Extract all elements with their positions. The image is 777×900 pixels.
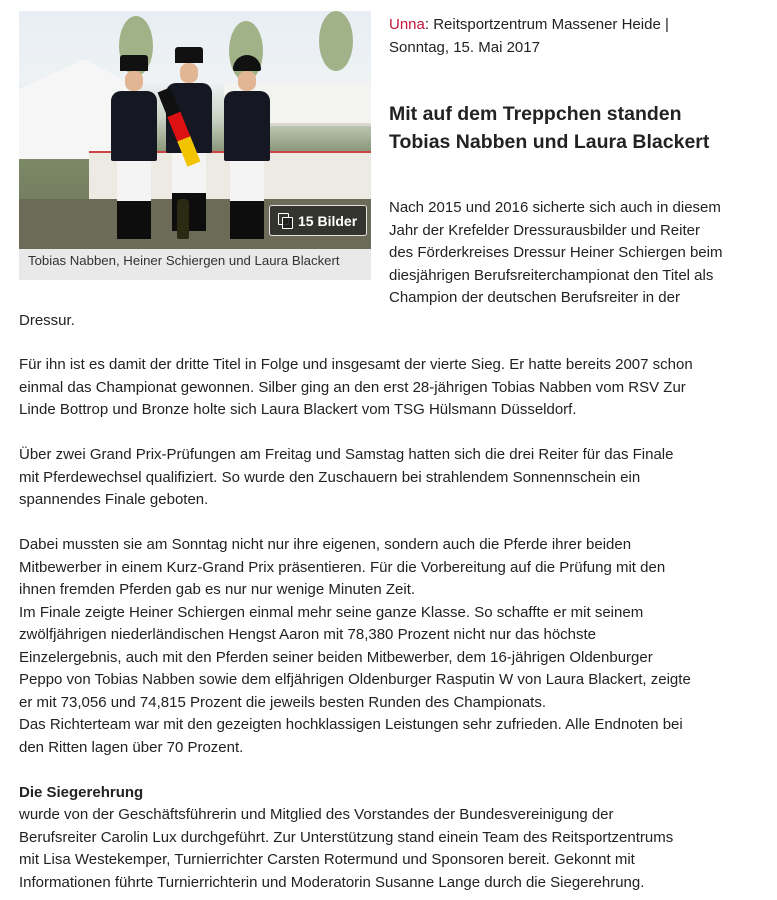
text-line: einmal das Championat gewonnen. Silber ging an den erst 28-jährigen Tobias Nabben vom RSV Zur <box>19 378 686 396</box>
body-paragraph <box>19 534 769 759</box>
text-line: diesjährigen Berufsreiterchampionat den Titel als <box>389 266 714 284</box>
city-label: Unna <box>389 16 425 33</box>
lead-continuation: Dressur. <box>19 312 75 329</box>
text-line: wurde von der Geschäftsführerin und Mitglied des Vorstandes der Bundesvereinigung der <box>19 806 614 823</box>
article-body <box>19 354 769 894</box>
article-meta <box>389 13 759 59</box>
text-line: Jahr der Krefelder Dressurausbilder und Reiter <box>389 221 700 239</box>
text-line: Einzelergebnis, auch mit den Pferden seiner beiden Mitbewerber, dem 16-jährigen Oldenburger <box>19 648 653 666</box>
body-paragraph <box>19 354 769 422</box>
headline-line: Mit auf dem Treppchen standen <box>389 103 682 125</box>
lead-paragraph <box>389 197 769 310</box>
body-paragraph <box>19 804 769 894</box>
text-line: des Förderkreises Dressur Heiner Schiergen beim <box>389 244 723 261</box>
text-line: Für ihn ist es damit der dritte Titel in Folge und insgesamt der vierte Sieg. Er hatte bereits 2007 schon <box>19 356 693 373</box>
gallery-count-label: 15 Bilder <box>298 212 358 229</box>
rider-right <box>224 55 270 239</box>
text-line: Linde Bottrop und Bronze holte sich Laura Blackert vom TSG Hülsmann Düsseldorf. <box>19 401 577 418</box>
rider-left <box>111 55 157 239</box>
text-line: Champion der deutschen Berufsreiter in der <box>389 289 680 306</box>
text-line: Im Finale zeigte Heiner Schiergen einmal mehr seine ganze Klasse. So schaffte er mit seinem <box>19 603 644 621</box>
text-line: Mitbewerber in einem Kurz-Grand Prix präsentieren. Für die Vorbereitung auf die Prüfung mit den <box>19 558 666 576</box>
text-line: den Ritten lagen über 70 Prozent. <box>19 738 244 756</box>
section-subheading: Die Siegerehrung <box>19 783 144 801</box>
tree-shape <box>319 11 353 71</box>
text-line: Nach 2015 und 2016 sicherte sich auch in diesem <box>389 199 721 216</box>
text-line: spannendes Finale geboten. <box>19 491 209 508</box>
text-line: mit Lisa Westekemper, Turnierrichter Carsten Rotermund und Sponsoren bereit. Gekonnt mit <box>19 851 635 868</box>
headline-line: Tobias Nabben und Laura Blackert <box>389 131 710 153</box>
body-paragraph <box>19 444 769 512</box>
article-figure <box>19 11 371 280</box>
text-line: zwölfjährigen niederländischen Hengst Aaron mit 78,380 Prozent nicht nur das höchste <box>19 626 597 643</box>
text-line: ihnen fremden Pferden gab es nur nur wenige Minuten Zeit. <box>19 581 416 598</box>
photo-caption: Tobias Nabben, Heiner Schiergen und Laura Blackert <box>28 253 340 268</box>
podium-photo[interactable] <box>19 11 371 249</box>
text-line: mit Pferdewechsel qualifiziert. So wurde den Zuschauern bei strahlendem Sonnennschein ein <box>19 468 641 486</box>
text-line: Über zwei Grand Prix-Prüfungen am Freitag und Samstag hatten sich die drei Reiter für das Finale <box>19 446 674 463</box>
text-line: Dabei mussten sie am Sonntag nicht nur ihre eigenen, sondern auch die Pferde ihrer beiden <box>19 536 632 553</box>
text-line: Peppo von Tobias Nabben sowie dem elfjährigen Oldenburger Rasputin W von Laura Blackert, zeigte <box>19 671 691 688</box>
champagne-bottle <box>177 199 189 239</box>
text-line: Das Richterteam war mit den gezeigten hochklassigen Leistungen sehr zufrieden. Alle Endnoten bei <box>19 716 683 733</box>
gallery-copy-icon <box>278 213 292 228</box>
date-label: Sonntag, 15. Mai 2017 <box>389 39 540 56</box>
article-headline <box>389 100 769 156</box>
rider-center <box>166 47 212 231</box>
text-line: Informationen führte Turnierrichterin und Moderatorin Susanne Lange durch die Siegerehrung. <box>19 873 645 891</box>
text-line: er mit 73,056 und 74,815 Prozent die jeweils besten Runden des Championats. <box>19 693 546 711</box>
text-line: Berufsreiter Carolin Lux durchgeführt. Zur Unterstützung stand einein Team des Reitsportzentrums <box>19 828 674 846</box>
location-label: : Reitsportzentrum Massener Heide | <box>424 16 669 33</box>
gallery-button[interactable] <box>269 205 367 236</box>
